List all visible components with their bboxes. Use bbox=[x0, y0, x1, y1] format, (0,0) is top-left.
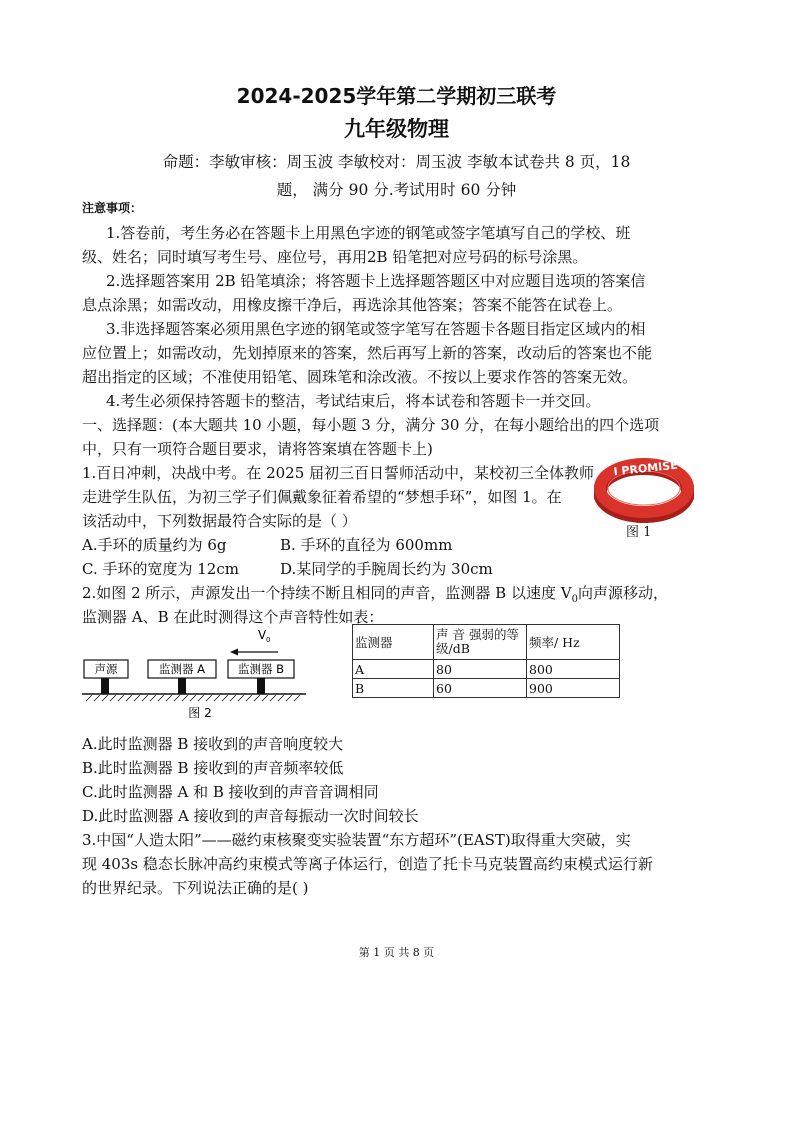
table-header-cell: 声 音 强弱的等级/dB bbox=[434, 625, 527, 660]
exam-title: 2024-2025学年第二学期初三联考 bbox=[236, 84, 557, 108]
table-cell: 800 bbox=[527, 660, 620, 679]
exam-subtitle: 九年级物理 bbox=[344, 117, 449, 141]
table-cell: 80 bbox=[434, 660, 527, 679]
notes-line: 1.答卷前，考生务必在答题卡上用黑色字迹的钢笔或签字笔填写自己的学校、班 bbox=[106, 224, 631, 242]
sound-properties-table bbox=[352, 624, 620, 698]
figure-2-caption: 图 2 bbox=[188, 706, 212, 720]
question-2-text: 监测器 A、B 在此时测得这个声音特性如表： bbox=[82, 608, 384, 626]
table-header-cell: 监测器 bbox=[353, 625, 434, 660]
exam-meta-line-2: 题， 满分 90 分.考试用时 60 分钟 bbox=[276, 181, 517, 199]
question-2-option-a: A.此时监测器 B 接收到的声音响度较大 bbox=[82, 735, 344, 753]
table-cell: B bbox=[353, 679, 434, 698]
notes-line: 级、姓名；同时填写考生号、座位号，再用2B 铅笔把对应号码的标号涂黑。 bbox=[82, 248, 588, 266]
notes-line: 超出指定的区域；不准使用铅笔、圆珠笔和涂改液。不按以上要求作答的答案无效。 bbox=[82, 368, 638, 386]
figure-1-bracelet bbox=[594, 452, 694, 524]
notes-line: 息点涂黑；如需改动，用橡皮擦干净后，再选涂其他答案；答案不能答在试卷上。 bbox=[82, 296, 623, 314]
notes-heading: 注意事项： bbox=[82, 201, 143, 215]
question-1-text: 1.百日冲刺，决战中考。在 2025 届初三百日誓师活动中，某校初三全体教师 bbox=[82, 464, 595, 482]
table-cell: A bbox=[353, 660, 434, 679]
question-2-option-c: C.此时监测器 A 和 B 接收到的声音音调相同 bbox=[82, 783, 379, 801]
question-1-text: 该活动中，下列数据最符合实际的是（ ） bbox=[82, 512, 357, 530]
velocity-label: V bbox=[258, 628, 267, 642]
ground-hatching bbox=[86, 695, 300, 701]
table-row bbox=[353, 660, 620, 679]
question-3-text: 现 403s 稳态长脉冲高约束模式等离子体运行，创造了托卡马克装置高约束模式运行新 bbox=[82, 855, 653, 873]
monitor-b-label: 监测器 B bbox=[237, 662, 285, 676]
exam-meta-line-1: 命题：李敏审核：周玉波 李敏校对：周玉波 李敏本试卷共 8 页，18 bbox=[162, 153, 631, 171]
velocity-subscript: 0 bbox=[266, 636, 271, 644]
page-footer: 第 1 页 共 8 页 bbox=[358, 946, 435, 959]
bracelet-text: I PROMISE bbox=[612, 458, 679, 479]
monitor-a-label: 监测器 A bbox=[158, 662, 206, 676]
sound-source-label: 声源 bbox=[94, 662, 118, 676]
question-1-option-c: C. 手环的宽度为 12cm bbox=[82, 560, 239, 578]
notes-line: 3.非选择题答案必须用黑色字迹的钢笔或签字笔写在答题卡各题目指定区域内的相 bbox=[106, 320, 646, 338]
arrowhead-icon bbox=[230, 649, 238, 656]
question-2-text: 2.如图 2 所示，声源发出一个持续不断且相同的声音，监测器 B 以速度 $V_0$向声源移动， bbox=[82, 584, 668, 605]
question-2-option-b: B.此时监测器 B 接收到的声音频率较低 bbox=[82, 759, 344, 777]
question-3-text: 的世界纪录。下列说法正确的是( ) bbox=[82, 879, 309, 897]
sound-table-wrapper bbox=[352, 624, 620, 698]
figure-1-caption: 图 1 bbox=[626, 525, 652, 540]
notes-line: 4.考生必须保持答题卡的整洁，考试结束后，将本试卷和答题卡一并交回。 bbox=[106, 392, 601, 410]
notes-line: 2.选择题答案用 2B 铅笔填涂；将答题卡上选择题答题区中对应题目选项的答案信 bbox=[106, 272, 646, 290]
table-row bbox=[353, 679, 620, 698]
section-1-heading: 一、选择题：(本大题共 10 小题，每小题 3 分，满分 30 分，在每小题给出的四个选项 bbox=[82, 416, 660, 434]
table-header-cell: 频率/ Hz bbox=[527, 625, 620, 660]
question-2-option-d: D.此时监测器 A 接收到的声音每振动一次时间较长 bbox=[82, 807, 419, 825]
question-1-option-b: B. 手环的直径为 600mm bbox=[280, 536, 453, 554]
table-cell: 60 bbox=[434, 679, 527, 698]
bracelet-icon bbox=[594, 452, 694, 524]
figure-2-diagram bbox=[82, 626, 306, 722]
question-3-text: 3.中国“人造太阳”——磁约束核聚变实验装置“东方超环”(EAST)取得重大突破，实 bbox=[82, 831, 631, 849]
table-cell: 900 bbox=[527, 679, 620, 698]
notes-line: 应位置上；如需改动，先划掉原来的答案，然后再写上新的答案，改动后的答案也不能 bbox=[82, 344, 653, 362]
table-header-row bbox=[353, 625, 620, 660]
section-1-heading-cont: 中，只有一项符合题目要求，请将答案填在答题卡上) bbox=[82, 440, 433, 458]
question-1-option-a: A.手环的质量约为 6g bbox=[82, 536, 227, 554]
question-1-option-d: D.某同学的手腕周长约为 30cm bbox=[280, 560, 493, 578]
question-1-text: 走进学生队伍，为初三学子们佩戴象征着希望的“梦想手环”，如图 1。在 bbox=[82, 488, 562, 506]
